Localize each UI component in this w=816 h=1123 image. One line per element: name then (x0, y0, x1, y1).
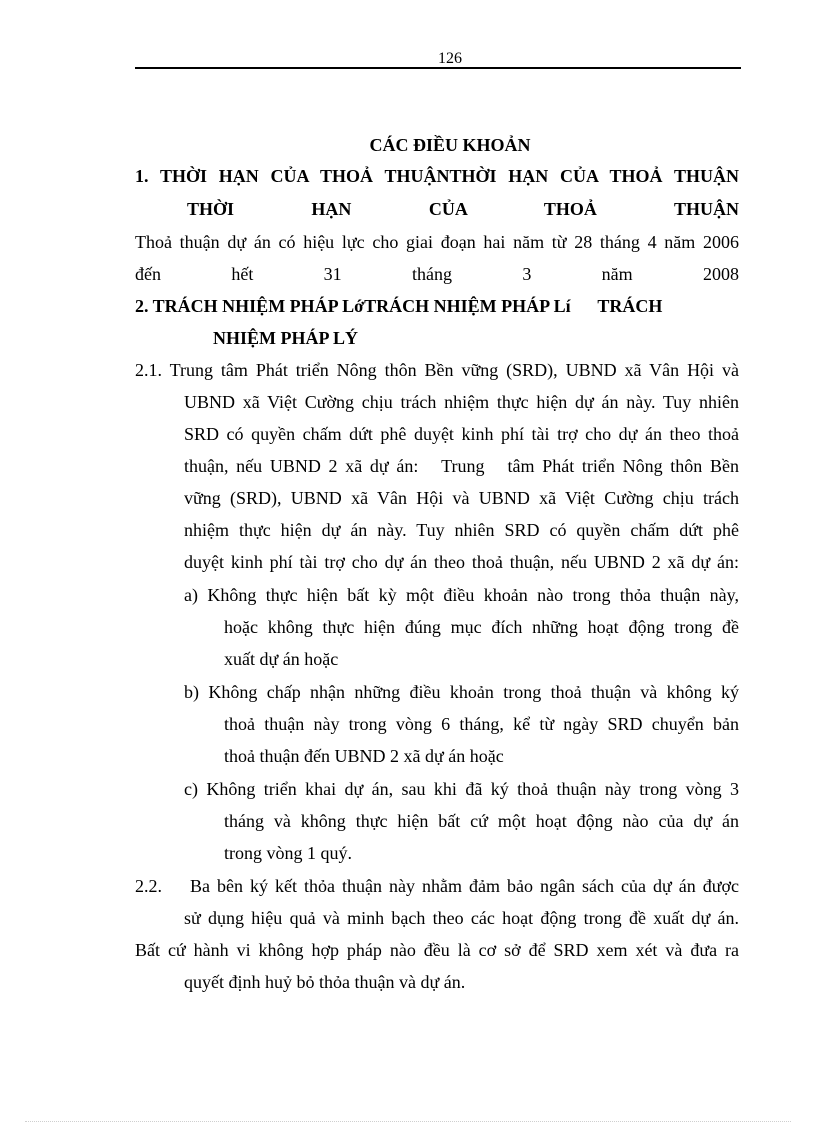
list-item-b-continued: thoả thuận đến UBND 2 xã dự án hoặc (224, 746, 504, 766)
list-item-b: b) Không chấp nhận những điều khoản trong thoả thuận và không ký (184, 682, 739, 702)
section-2-heading: 2. TRÁCH NHIỆM PHÁP LớTRÁCH NHIỆM PHÁP Lí TRÁCH (135, 296, 663, 316)
paragraph-2-2-line: sử dụng hiệu quả và minh bạch theo các hoạt động trong đề xuất dự án. (184, 908, 739, 928)
section-1-body-line: đến hết 31 tháng 3 năm 2008 (135, 264, 739, 284)
section-1-subheading: THỜI HẠN CỦA THOẢ THUẬN (187, 199, 739, 219)
paragraph-2-1-line: vững (SRD), UBND xã Vân Hội và UBND xã Việt Cường chịu trách (184, 488, 739, 508)
page-number: 126 (438, 50, 462, 67)
list-item-c-continued: tháng và không thực hiện bất cứ một hoạt động nào của dự án (224, 811, 739, 831)
document-title: CÁC ĐIỀU KHOẢN (369, 135, 531, 155)
list-item-a-continued: xuất dự án hoặc (224, 649, 339, 669)
list-item-c: c) Không triển khai dự án, sau khi đã ký thoả thuận này trong vòng 3 (184, 779, 739, 799)
section-1-heading: 1. THỜI HẠN CỦA THOẢ THUẬNTHỜI HẠN CỦA THOẢ THUẬN (135, 166, 739, 186)
paragraph-2-1-line: nhiệm thực hiện dự án này. Tuy nhiên SRD có quyền chấm dứt phê (184, 520, 739, 540)
section-1-body-line: Thoả thuận dự án có hiệu lực cho giai đoạn hai năm từ 28 tháng 4 năm 2006 (135, 232, 739, 252)
paragraph-2-1-line: duyệt kinh phí tài trợ cho dự án theo thoả thuận, nếu UBND 2 xã dự án: (184, 552, 739, 572)
paragraph-2-1-line: UBND xã Việt Cường chịu trách nhiệm thực hiện dự án này. Tuy nhiên (184, 392, 739, 412)
list-item-c-continued: trong vòng 1 quý. (224, 843, 352, 863)
section-2-heading-continued: NHIỆM PHÁP LÝ (213, 328, 359, 348)
page-bottom-edge (25, 1121, 791, 1122)
paragraph-2-2-line: quyết định huỷ bỏ thỏa thuận và dự án. (184, 972, 466, 992)
paragraph-2-2-line: 2.2. Ba bên ký kết thỏa thuận này nhằm đảm bảo ngân sách của dự án được (135, 876, 739, 896)
paragraph-2-1-line: SRD có quyền chấm dứt phê duyệt kinh phí tài trợ cho dự án theo thoả (184, 424, 739, 444)
list-item-a: a) Không thực hiện bất kỳ một điều khoản nào trong thỏa thuận này, (184, 585, 739, 605)
paragraph-2-2-line: Bất cứ hành vi không hợp pháp nào đều là cơ sở để SRD xem xét và đưa ra (135, 940, 739, 960)
header-rule (135, 67, 741, 69)
list-item-a-continued: hoặc không thực hiện đúng mục đích những hoạt động trong đề (224, 617, 739, 637)
paragraph-2-1-line: thuận, nếu UBND 2 xã dự án: Trung tâm Phát triển Nông thôn Bền (184, 456, 739, 476)
paragraph-2-1-line: 2.1. Trung tâm Phát triển Nông thôn Bền vững (SRD), UBND xã Vân Hội và (135, 360, 739, 380)
list-item-b-continued: thoả thuận này trong vòng 6 tháng, kể từ ngày SRD chuyển bản (224, 714, 739, 734)
